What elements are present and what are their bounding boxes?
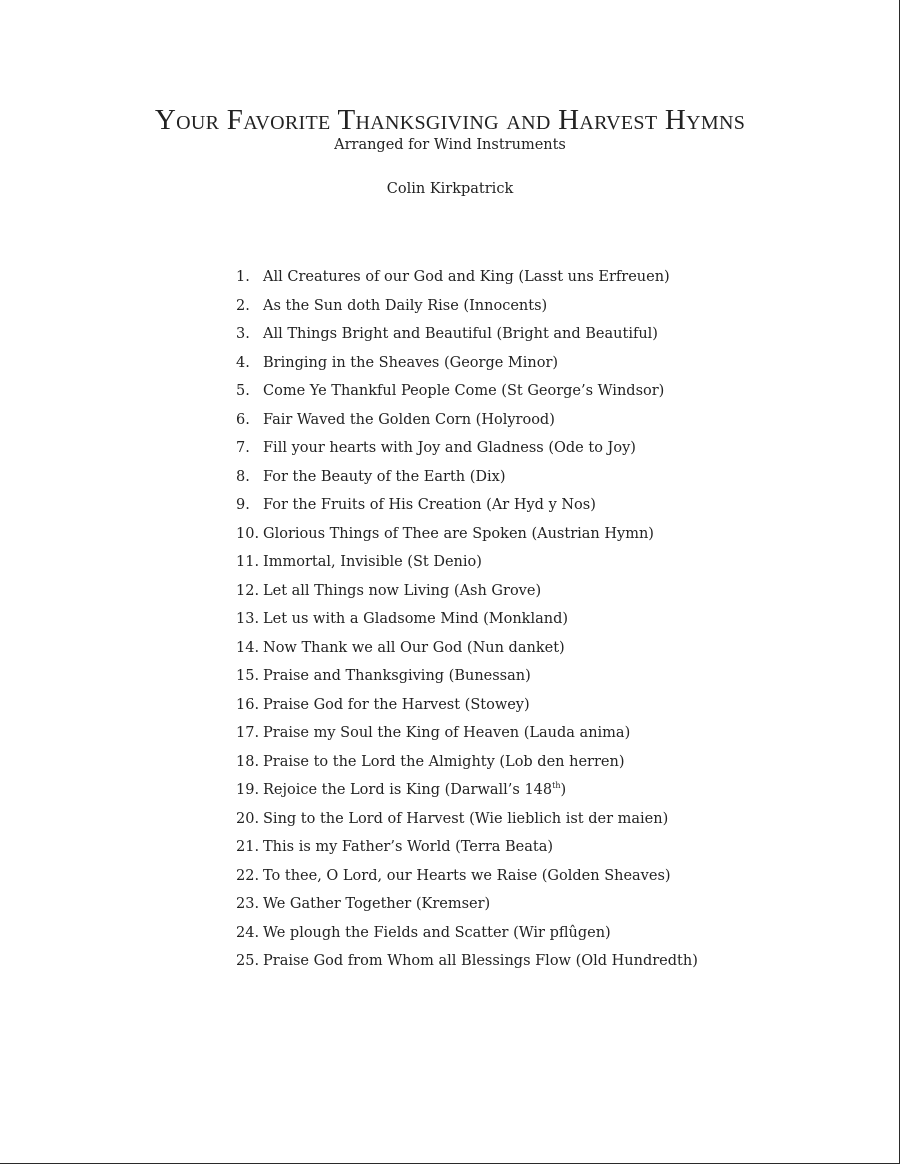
hymn-number: 6.: [236, 411, 250, 428]
hymn-title-text: We plough the Fields and Scatter (Wir pflûgen): [263, 924, 611, 941]
hymn-title: [263, 551, 482, 580]
hymn-list-item: [236, 836, 796, 865]
hymn-title-text: Let us with a Gladsome Mind (Monkland): [263, 611, 569, 627]
hymn-title: [263, 466, 506, 495]
hymn-list-item: [236, 409, 796, 438]
hymn-title: [263, 523, 654, 552]
hymn-list-item: [236, 722, 796, 751]
hymn-title-text: Rejoice the Lord is King (Darwall’s 148: [263, 782, 553, 798]
hymn-list-item: [236, 494, 796, 523]
hymn-number: 11.: [236, 554, 260, 570]
hymn-number: 12.: [236, 582, 260, 599]
hymn-title-end: ): [560, 782, 567, 798]
hymn-list-item: [236, 751, 796, 780]
hymn-title: [263, 266, 670, 295]
hymn-number: 9.: [236, 497, 250, 513]
hymn-title-text: Come Ye Thankful People Come (St George’s Windsor): [263, 383, 665, 399]
hymn-list-item: [236, 950, 796, 979]
hymn-title: [263, 694, 530, 723]
hymn-title: [263, 494, 596, 523]
hymn-number: 7.: [236, 440, 250, 456]
hymn-title-text: For the Beauty of the Earth (Dix): [263, 468, 506, 485]
hymn-list: [236, 266, 796, 979]
hymn-title: [263, 751, 624, 780]
hymn-title: [263, 437, 636, 466]
hymn-list-item: [236, 637, 796, 666]
hymn-list-item: [236, 551, 796, 580]
hymn-title-text: Praise to the Lord the Almighty (Lob den herren): [263, 753, 625, 770]
hymn-title: [263, 323, 658, 352]
hymn-title: [263, 722, 630, 751]
hymn-title-text: Glorious Things of Thee are Spoken (Austrian Hymn): [263, 525, 654, 542]
hymn-title-text: Praise God for the Harvest (Stowey): [263, 696, 530, 713]
hymn-title-text: For the Fruits of His Creation (Ar Hyd y Nos): [263, 497, 596, 513]
hymn-number: 2.: [236, 297, 250, 314]
hymn-title-text: Now Thank we all Our God (Nun danket): [263, 639, 565, 656]
hymn-list-item: [236, 608, 796, 637]
hymn-title: [263, 808, 668, 837]
hymn-number: 20.: [236, 810, 260, 827]
hymn-number: 23.: [236, 896, 260, 912]
hymn-title: [263, 922, 611, 951]
hymn-number: 5.: [236, 383, 250, 399]
hymn-list-item: [236, 808, 796, 837]
hymn-title: [263, 637, 565, 666]
hymn-list-item: [236, 694, 796, 723]
hymn-list-item: [236, 893, 796, 922]
hymn-title-text: As the Sun doth Daily Rise (Innocents): [263, 297, 548, 314]
hymn-list-item: [236, 266, 796, 295]
hymn-number: 25.: [236, 953, 260, 969]
hymn-number: 8.: [236, 468, 250, 485]
hymn-number: 4.: [236, 354, 250, 371]
hymn-title-text: Sing to the Lord of Harvest (Wie lieblich ist der maien): [263, 810, 669, 827]
hymn-title-text: Bringing in the Sheaves (George Minor): [263, 354, 559, 371]
hymn-number: 22.: [236, 867, 260, 884]
hymn-title: [263, 893, 490, 922]
hymn-list-item: [236, 380, 796, 409]
hymn-title-text: Fair Waved the Golden Corn (Holyrood): [263, 411, 555, 428]
hymn-title-text: Praise God from Whom all Blessings Flow (Old Hundredth): [263, 953, 698, 969]
hymn-title: [263, 779, 566, 808]
hymn-title: [263, 409, 555, 438]
hymn-list-item: [236, 665, 796, 694]
hymn-list-item: [236, 922, 796, 951]
document-title: Your Favorite Thanksgiving and Harvest Hymns: [154, 104, 746, 136]
hymn-title: [263, 580, 541, 609]
hymn-list-item: [236, 779, 796, 808]
hymn-list-item: [236, 323, 796, 352]
hymn-list-item: [236, 437, 796, 466]
hymn-title-text: Praise my Soul the King of Heaven (Lauda anima): [263, 725, 631, 741]
hymn-number: 1.: [236, 269, 250, 285]
hymn-number: 19.: [236, 782, 260, 798]
hymn-list-item: [236, 523, 796, 552]
hymn-number: 24.: [236, 924, 260, 941]
hymn-title: [263, 380, 664, 409]
hymn-title-text: All Creatures of our God and King (Lasst uns Erfreuen): [263, 269, 670, 285]
hymn-title: [263, 665, 531, 694]
hymn-title-superscript: th: [552, 781, 561, 791]
hymn-title-text: We Gather Together (Kremser): [263, 896, 491, 912]
hymn-title-text: Praise and Thanksgiving (Bunessan): [263, 668, 531, 684]
hymn-title: [263, 950, 698, 979]
hymn-title-text: Immortal, Invisible (St Denio): [263, 554, 482, 570]
document-author: Colin Kirkpatrick: [386, 181, 514, 197]
hymn-number: 21.: [236, 839, 260, 855]
hymn-title-text: Let all Things now Living (Ash Grove): [263, 582, 542, 599]
hymn-list-item: [236, 865, 796, 894]
hymn-title: [263, 608, 568, 637]
hymn-number: 18.: [236, 753, 260, 770]
hymn-number: 14.: [236, 639, 260, 656]
hymn-title: [263, 865, 671, 894]
hymn-list-item: [236, 295, 796, 324]
hymn-number: 3.: [236, 326, 250, 342]
hymn-number: 17.: [236, 725, 260, 741]
hymn-number: 16.: [236, 696, 260, 713]
hymn-title-text: This is my Father’s World (Terra Beata): [263, 839, 554, 855]
hymn-title: [263, 295, 547, 324]
hymn-title-text: All Things Bright and Beautiful (Bright and Beautiful): [263, 326, 658, 342]
hymn-list-item: [236, 580, 796, 609]
hymn-number: 15.: [236, 668, 260, 684]
hymn-number: 10.: [236, 525, 260, 542]
document-subtitle: Arranged for Wind Instruments: [334, 137, 566, 153]
hymn-title: [263, 836, 553, 865]
hymn-list-item: [236, 352, 796, 381]
hymn-number: 13.: [236, 611, 260, 627]
hymn-title-text: Fill your hearts with Joy and Gladness (Ode to Joy): [263, 440, 636, 456]
hymn-title-text: To thee, O Lord, our Hearts we Raise (Golden Sheaves): [263, 867, 671, 884]
hymn-list-item: [236, 466, 796, 495]
hymn-title: [263, 352, 558, 381]
